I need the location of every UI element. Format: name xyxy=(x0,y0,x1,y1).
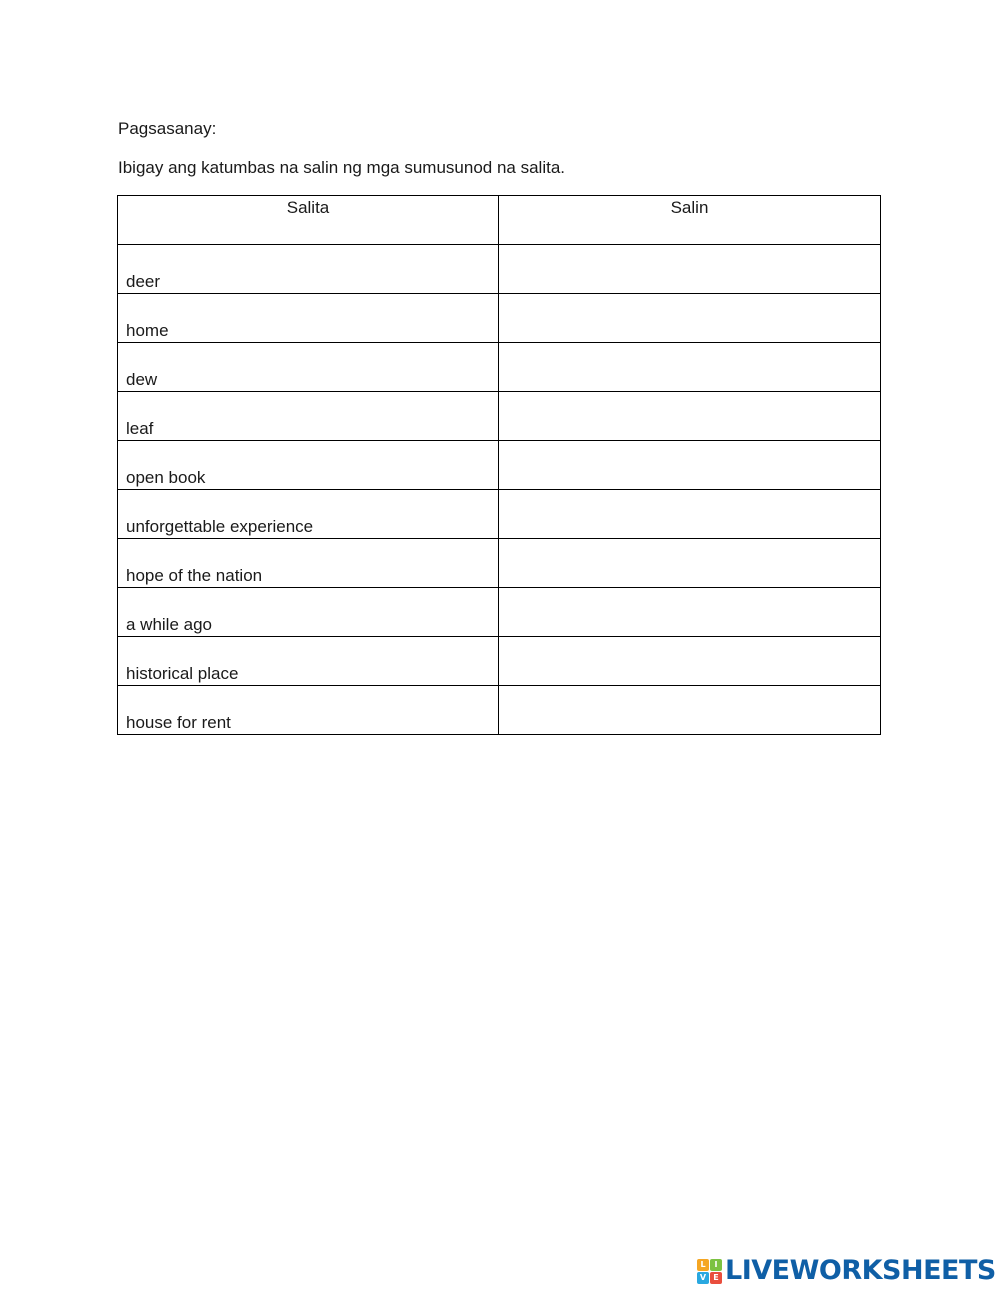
logo-tile-l: L xyxy=(697,1259,709,1271)
table-row xyxy=(118,539,881,588)
answer-input[interactable] xyxy=(499,491,880,538)
word-cell: a while ago xyxy=(118,588,499,637)
word-cell: house for rent xyxy=(118,686,499,735)
word-cell: leaf xyxy=(118,392,499,441)
table-row xyxy=(118,392,881,441)
answer-input[interactable] xyxy=(499,638,880,685)
logo-tile-v: V xyxy=(697,1272,709,1284)
liveworksheets-logo-icon xyxy=(697,1259,722,1284)
word-cell: historical place xyxy=(118,637,499,686)
answer-input[interactable] xyxy=(499,344,880,391)
column-header-translation: Salin xyxy=(499,196,881,245)
answer-input[interactable] xyxy=(499,687,880,734)
translation-table xyxy=(117,195,881,735)
answer-input[interactable] xyxy=(499,589,880,636)
answer-cell xyxy=(499,490,881,539)
word-cell: dew xyxy=(118,343,499,392)
word-cell: open book xyxy=(118,441,499,490)
answer-cell xyxy=(499,441,881,490)
answer-cell xyxy=(499,294,881,343)
liveworksheets-logo xyxy=(697,1256,996,1286)
answer-cell xyxy=(499,686,881,735)
word-cell: unforgettable experience xyxy=(118,490,499,539)
answer-cell xyxy=(499,343,881,392)
table-row xyxy=(118,588,881,637)
answer-cell xyxy=(499,539,881,588)
table-row xyxy=(118,637,881,686)
logo-tile-e: E xyxy=(710,1272,722,1284)
table-row xyxy=(118,490,881,539)
answer-input[interactable] xyxy=(499,442,880,489)
answer-cell xyxy=(499,588,881,637)
table-row xyxy=(118,294,881,343)
table-row xyxy=(118,343,881,392)
answer-cell xyxy=(499,245,881,294)
table-row xyxy=(118,441,881,490)
answer-input[interactable] xyxy=(499,295,880,342)
exercise-heading: Pagsasanay: xyxy=(118,119,217,138)
word-cell: deer xyxy=(118,245,499,294)
answer-input[interactable] xyxy=(499,393,880,440)
table-row xyxy=(118,686,881,735)
exercise-instruction: Ibigay ang katumbas na salin ng mga sumusunod na salita. xyxy=(118,158,565,177)
logo-tile-i: I xyxy=(710,1259,722,1271)
answer-input[interactable] xyxy=(499,540,880,587)
answer-cell xyxy=(499,392,881,441)
liveworksheets-wordmark: LIVEWORKSHEETS xyxy=(725,1255,996,1286)
answer-cell xyxy=(499,637,881,686)
word-cell: home xyxy=(118,294,499,343)
table-row xyxy=(118,245,881,294)
table-header-row xyxy=(118,196,881,245)
word-cell: hope of the nation xyxy=(118,539,499,588)
answer-input[interactable] xyxy=(499,246,880,293)
column-header-word: Salita xyxy=(118,196,499,245)
